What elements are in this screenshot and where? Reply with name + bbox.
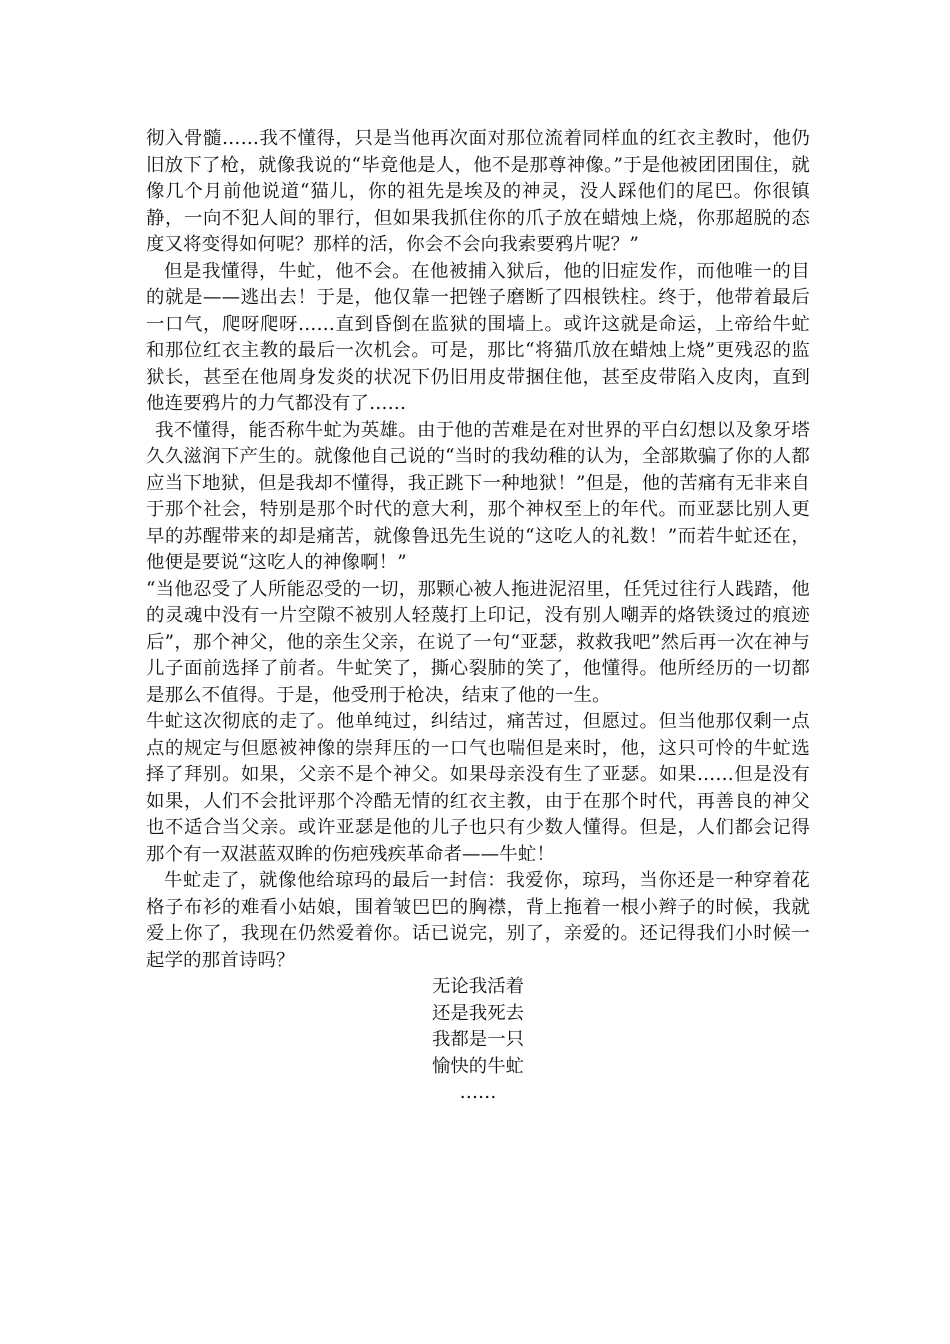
document-page — [146, 126, 810, 1107]
poem — [146, 974, 810, 1107]
poem-line-2: 还是我死去 — [432, 1002, 524, 1024]
poem-line-1: 无论我活着 — [432, 976, 524, 997]
paragraph-6: 牛虻走了，就像他给琼玛的最后一封信：我爱你，琼玛，当你还是一种穿着花格子布衫的难看小姑娘，围着皱巴巴的胸襟，背上拖着一根小辫子的时候，我就爱上你了，我现在仍然爱着你。话已说完，别了，亲爱的。还记得我们小时候一起学的那首诗吗？ — [146, 870, 810, 971]
paragraph-3: 我不懂得，能否称牛虻为英雄。由于他的苦难是在对世界的平白幻想以及象牙塔久久滋润下产生的。就像他自己说的“当时的我幼稚的认为，全部欺骗了你的人都应当下地狱，但是我却不懂得，我正跳下一种地狱！”但是，他的苦痛有无非来自于那个社会，特别是那个时代的意大利，那个神权至上的年代。而亚瑟比别人更早的苏醒带来的却是痛苦，就像鲁迅先生说的“这吃人的礼数！”而若牛虻还在，他便是要说“这吃人的神像啊！” — [146, 419, 810, 573]
poem-line-3: 我都是一只 — [432, 1029, 524, 1050]
poem-line-4: 愉快的牛虻 — [432, 1055, 524, 1077]
paragraph-5: 牛虻这次彻底的走了。他单纯过，纠结过，痛苦过，但愿过。但当他那仅剩一点点的规定与但愿被神像的崇拜压的一口气也喘但是来时，他，这只可怜的牛虻选择了拜别。如果，父亲不是个神父。如果母亲没有生了亚瑟。如果……但是没有如果，人们不会批评那个冷酷无情的红衣主教，由于在那个时代，再善良的神父也不适合当父亲。或许亚瑟是他的儿子也只有少数人懂得。但是，人们都会记得 那个有一双湛蓝双眸的伤疤残疾革命者——牛虻！ — [146, 711, 810, 865]
paragraph-1: 彻入骨髓……我不懂得，只是当他再次面对那位流着同样血的红衣主教时，他仍旧放下了枪，就像我说的“毕竟他是人，他不是那尊神像。”于是他被团团围住，就像几个月前他说道“猫儿，你的祖先是埃及的神灵，没人踩他们的尾巴。你很镇静，一向不犯人间的罪行，但如果我抓住你的爪子放在蜡烛上烧，你那超脱的态度又将变得如何呢？那样的活，你会不会向我索要鸦片呢？” — [146, 128, 810, 255]
paragraph-2: 但是我懂得，牛虻，他不会。在他被捕入狱后，他的旧症发作，而他唯一的目的就是——逃出去！于是，他仅靠一把锉子磨断了四根铁柱。终于，他带着最后一口气，爬呀爬呀……直到昏倒在监狱的围墙上。或许这就是命运，上帝给牛虻和那位红衣主教的最后一次机会。可是，那比“将猫爪放在蜡烛上烧”更残忍的监狱长，甚至在他周身发炎的状况下仍旧用皮带捆住他，甚至皮带陷入皮肉，直到他连要鸦片的力气都没有了…… — [146, 260, 810, 414]
paragraph-4: “当他忍受了人所能忍受的一切，那颗心被人拖进泥沼里，任凭过往行人践踏，他的灵魂中没有一片空隙不被别人轻蔑打上印记，没有别人嘲弄的烙铁烫过的痕迹后”，那个神父，他的亲生父亲，在说了一句“亚瑟，救救我吧”然后再一次在神与儿子面前选择了前者。牛虻笑了，撕心裂肺的笑了，他懂得。他所经历的一切都是那么不值得。于是，他受刑于枪决，结束了他的一生。 — [146, 578, 810, 706]
poem-ellipsis: …… — [459, 1082, 497, 1103]
